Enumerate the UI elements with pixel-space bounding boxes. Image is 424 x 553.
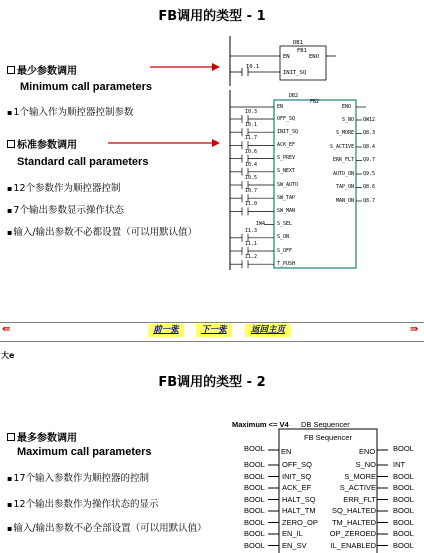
fb2-input-pin: SW_TAP (277, 194, 296, 201)
fb2-contact: I0.1 (245, 122, 258, 129)
fb2-input-pin: S_ON (277, 234, 290, 241)
sequencer-input-pin: EN_SV (282, 540, 307, 550)
section-std-label: 标准参数调用 (17, 140, 77, 151)
fb2-contact: I1.2 (245, 254, 258, 261)
section-std-note-1: ▪ 12个参数作为顺控器控制 (7, 180, 121, 194)
section-max-label: 最多参数调用 (17, 433, 77, 444)
fb1-eno: ENO (309, 54, 319, 60)
fb1-name: FB1 (297, 48, 307, 54)
section-min-heading (7, 62, 77, 77)
fb2-contact: I0.6 (245, 148, 258, 155)
sequencer-output-pin: IL_ENABLED (330, 540, 376, 550)
fb2-input-pin: SW_MAN (277, 207, 296, 214)
sequencer-input-pin: OFF_SQ (282, 460, 313, 469)
section-std-en: Standard call parameters (17, 156, 149, 168)
fb2-contact: I1.3 (245, 227, 258, 234)
sequencer-input-type: BOOL (244, 517, 265, 527)
block-eno-type: BOOL (393, 444, 414, 453)
fb2-output-addr: Q8.7 (363, 197, 376, 204)
fb2-input-pin: OFF_SQ (277, 115, 296, 122)
sequencer-output-pin: ERR_FLT (343, 494, 376, 504)
fb2-output-pin: ERR_FLT (333, 157, 355, 163)
section-max-heading (7, 429, 77, 444)
section-min-note: ▪ 1个输入作为顺控器控制参数 (7, 104, 133, 118)
fb2-contact: I1.1 (245, 241, 258, 247)
fb2-output-pin: S_MORE (336, 130, 355, 136)
section-std-heading (7, 136, 77, 151)
sequencer-output-type: INT (393, 460, 406, 469)
home-button[interactable]: 返回主页 (245, 324, 291, 337)
fb2-output-pin: AUTO_ON (333, 170, 355, 177)
sequencer-output-type: BOOL (393, 517, 414, 527)
sequencer-input-type: BOOL (244, 460, 265, 469)
fb2-output-addr: Q8.3 (363, 130, 376, 136)
section-min-en: Minimum call parameters (20, 81, 153, 93)
nav-bar (0, 323, 424, 340)
slide2-note-1: ▪ 17个输入参数作为顺控器的控制 (7, 470, 149, 484)
fragment-text: 大e (1, 351, 15, 360)
sequencer-input-pin: EN_IL (282, 529, 303, 538)
slide1-title: FB调用的类型 - 1 (158, 9, 266, 24)
sequencer-input-type: BOOL (244, 494, 265, 504)
fb2-contact: I0.5 (245, 175, 258, 181)
sequencer-output-type: BOOL (393, 506, 414, 515)
sequencer-input-type: BOOL (244, 471, 265, 481)
fb2-output-addr: Q9.5 (363, 170, 376, 177)
fb2-output-pin: TAP_ON (336, 184, 355, 190)
sequencer-output-type: BOOL (393, 529, 414, 538)
fb2-contact: IW4 (256, 221, 266, 228)
fb2-input-pin: INIT_SQ (277, 128, 299, 135)
fb2-output-pin: S_NO (342, 116, 355, 123)
fb2-en: EN (277, 104, 284, 110)
block-en: EN (281, 447, 292, 456)
sequencer-input-type: BOOL (244, 506, 265, 515)
prev-button[interactable]: 前一张 (148, 324, 184, 337)
sequencer-output-pin: S_NO (355, 460, 376, 469)
fb2-contact: I0.4 (245, 161, 258, 168)
section-std-note-2: ▪ 7个输出参数显示操作状态 (7, 202, 124, 216)
arrow-std-icon (108, 138, 220, 148)
fb1-ladder (228, 36, 338, 86)
fb2-contact: I1.7 (245, 135, 258, 142)
fb2-db: DB2 (289, 93, 299, 99)
section-min-label: 最少参数调用 (17, 66, 77, 77)
fb2-input-pin: S_PREV (277, 155, 296, 162)
checkbox-bullet-icon (7, 66, 15, 74)
fb2-contact: I0.3 (245, 109, 258, 115)
sequencer-output-type: BOOL (393, 471, 414, 481)
sequencer-input-pin: HALT_TM (282, 506, 316, 515)
sequencer-output-type: BOOL (393, 540, 414, 550)
block-version: Maximum <= V4 (232, 420, 289, 429)
sequencer-input-pin: HALT_SQ (282, 494, 316, 504)
fb2-output-pin: S_ACTIVE (330, 143, 355, 150)
block-db: DB Sequencer (301, 420, 350, 429)
block-eno: ENO (359, 447, 376, 456)
checkbox-bullet-icon (7, 433, 15, 441)
sequencer-output-pin: SQ_HALTED (331, 506, 376, 515)
fb2-input-pin: T_PUSH (277, 260, 296, 267)
fb2-input-pin: ACK_EF (277, 141, 296, 148)
fb2-output-pin: MAN_ON (336, 197, 355, 204)
checkbox-bullet-icon (7, 140, 15, 148)
fb2-contact: I1.0 (245, 201, 258, 208)
fb1-input-pin: INIT_SQ (283, 70, 307, 76)
slide2-note-2: ▪ 12个输出参数作为操作状态的显示 (7, 496, 159, 510)
double-arrow-left-icon[interactable]: ⇚ (2, 324, 11, 335)
sequencer-output-type: BOOL (393, 483, 414, 492)
fb2-input-pin: SW_AUTO (277, 181, 299, 188)
block-en-type: BOOL (244, 444, 265, 453)
sequencer-output-pin: S_MORE (344, 471, 376, 481)
section-max-en: Maximum call parameters (17, 446, 152, 458)
fb2-name: FB2 (310, 99, 320, 105)
sequencer-input-pin: ZERO_OP (282, 517, 318, 527)
next-button[interactable]: 下一张 (196, 324, 232, 337)
sequencer-input-type: BOOL (244, 483, 265, 492)
fb2-output-addr: Q8.6 (363, 184, 376, 190)
fb2-input-pin: S_NEXT (277, 168, 296, 175)
sequencer-output-pin: TM_HALTED (331, 517, 376, 527)
nav-separator (0, 341, 424, 342)
fb1-db: DB1 (293, 40, 303, 46)
fb2-output-addr: QW12 (363, 116, 376, 123)
sequencer-input-pin: ACK_EF (282, 483, 312, 492)
fb2-output-addr: Q9.7 (363, 157, 376, 163)
block-name: FB Sequencer (304, 433, 352, 442)
fb2-input-pin: S_OFF (277, 247, 293, 254)
sequencer-input-type: BOOL (244, 529, 265, 538)
arrow-min-icon (150, 62, 220, 72)
slide2-title: FB调用的类型 - 2 (158, 375, 266, 390)
fb2-output-addr: Q8.4 (363, 143, 376, 150)
slide2-note-3: ▪ 输入/输出参数不必全部设置（可以用默认值） (7, 520, 207, 534)
sequencer-output-pin: OP_ZEROED (329, 529, 376, 538)
fb2-contact: I0.7 (245, 188, 258, 195)
fb1-en: EN (283, 54, 290, 60)
double-arrow-right-icon[interactable]: ⇛ (410, 324, 419, 335)
section-std-note-3: ▪ 输入/输出参数不必都设置（可以用默认值） (7, 224, 197, 238)
fb2-eno: ENO (342, 104, 352, 110)
sequencer-input-pin: INIT_SQ (282, 471, 312, 481)
fb2-input-pin: S_SEL (277, 221, 293, 228)
sequencer-output-type: BOOL (393, 494, 414, 504)
fb1-contact: I0.1 (246, 64, 260, 70)
sequencer-output-pin: S_ACTIVE (339, 483, 376, 492)
sequencer-input-type: BOOL (244, 540, 265, 550)
